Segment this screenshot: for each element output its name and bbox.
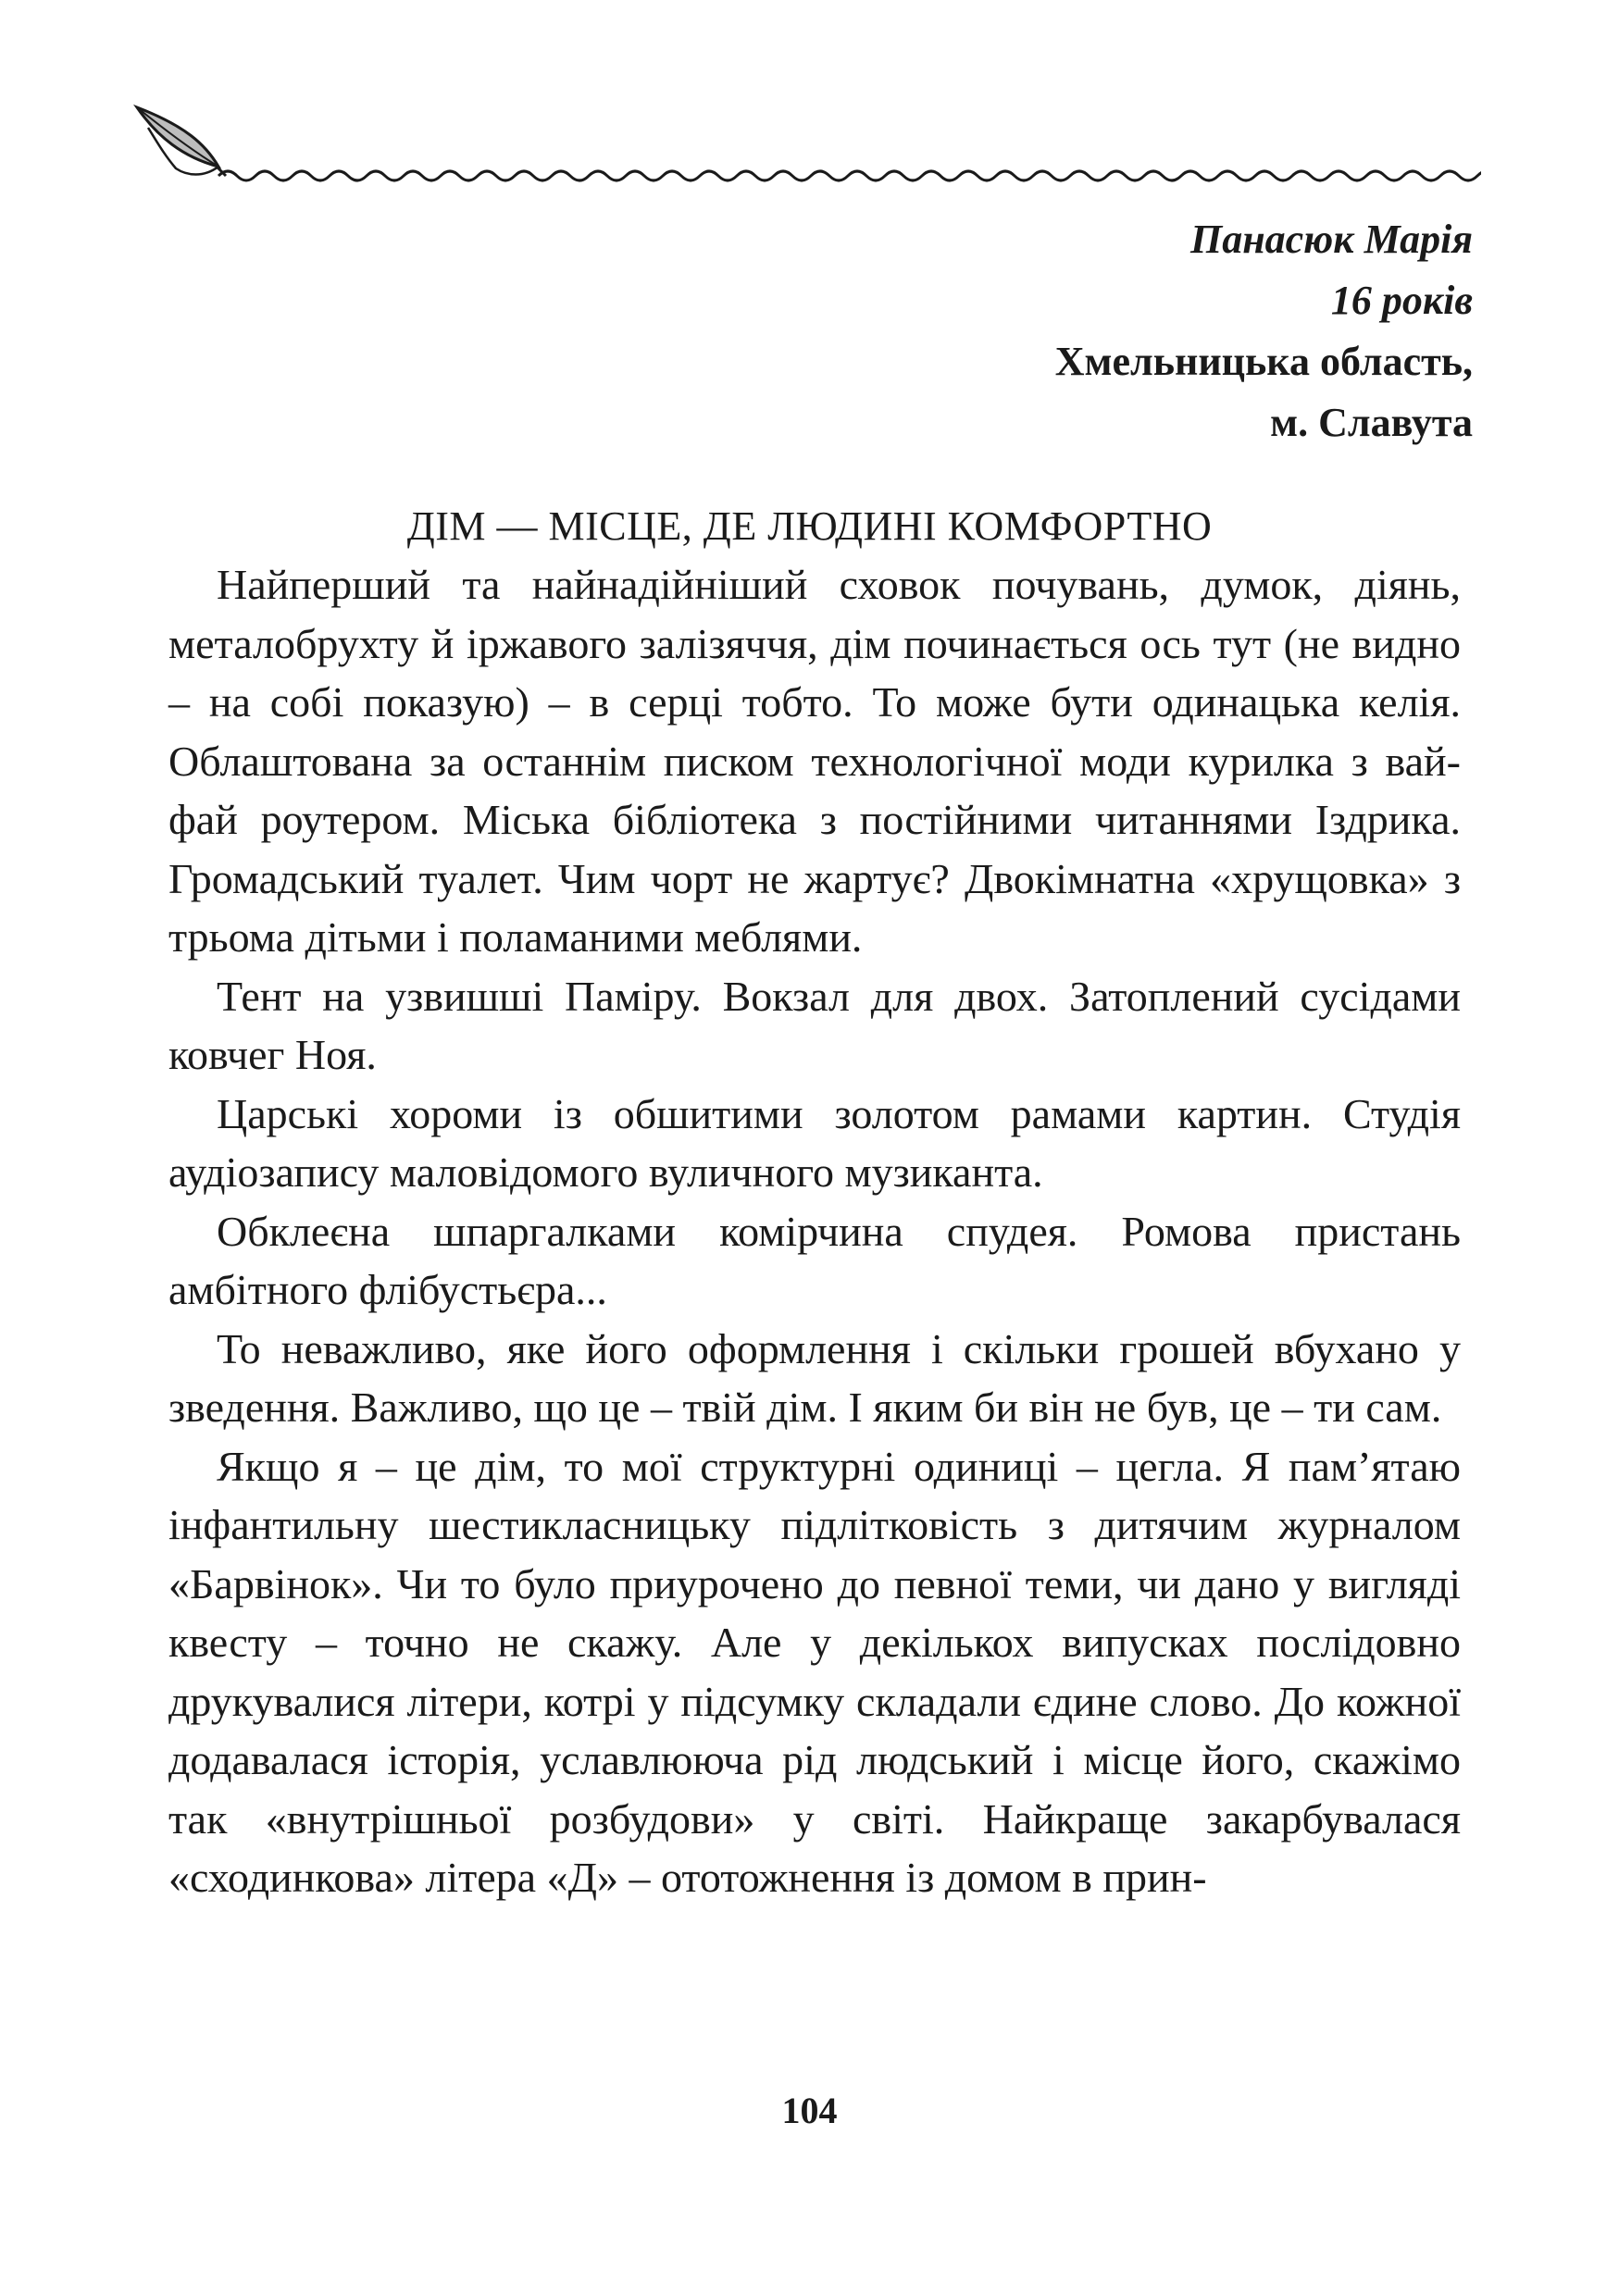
author-city: м. Славута xyxy=(1270,400,1473,445)
paragraph: Тент на узвишші Паміру. Вокзал для двох. Затоплений сусідами ковчег Ноя. xyxy=(168,972,1461,1078)
page-number: 104 xyxy=(781,2090,838,2131)
paragraph: То неважливо, яке його оформлення і скільки грошей вбухано у зведення. Важливо, що це – твій дім. І яким би він не був, це – ти сам. xyxy=(168,1324,1461,1431)
wavy-divider xyxy=(218,171,1481,180)
essay-title: ДІМ — МІСЦЕ, ДЕ ЛЮДИНІ КОМФОРТНО xyxy=(406,503,1213,549)
essay-body xyxy=(168,555,1461,1907)
author-block xyxy=(1055,209,1473,453)
author-age: 16 років xyxy=(1330,278,1473,323)
paragraph: Обклеєна шпаргалками комірчина спудея. Ромова пристань амбітного флібустьєра... xyxy=(168,1207,1461,1313)
quill-leaf-icon xyxy=(137,107,226,176)
author-region: Хмельницька область, xyxy=(1054,339,1473,384)
paragraph: Найперший та найнадійніший сховок почувань, думок, діянь, металобрухту й іржавого залізяччя, дім починається ось тут (не видно – на собі показую) – в серці тобто. То може бути одинацька келія. Облаштована за останнім писком технологічної моди курилка з вай-фай роутером. Міська бібліотека з постійними читаннями Іздрика. Громадський туалет. Чим чорт не жартує? Двокімнатна «хрущовка» з трьома дітьми і поламаними меблями. xyxy=(168,561,1461,961)
author-name: Панасюк Марія xyxy=(1190,217,1473,262)
paragraph: Якщо я – це дім, то мої структурні одиниці – цегла. Я пам’ятаю інфантильну шестикласницьку підлітковість з дитячим журналом «Барвінок». Чи то було приурочено до певної теми, чи дано у вигляді квесту – точно не скажу. Але у декількох випусках послідовно друкувалися літери, котрі у підсумку складали єдине слово. До кожної додавалася історія, уславлююча рід людський і місце його, скажімо так «внутрішньої розбудови» у світі. Найкраще закарбувалася «сходинкова» літера «Д» – ототожнення із домом в прин- xyxy=(168,1442,1461,1901)
header-ornament xyxy=(130,100,1481,202)
paragraph: Царські хороми із обшитими золотом рамами картин. Студія аудіозапису маловідомого вуличного музиканта. xyxy=(168,1089,1461,1196)
